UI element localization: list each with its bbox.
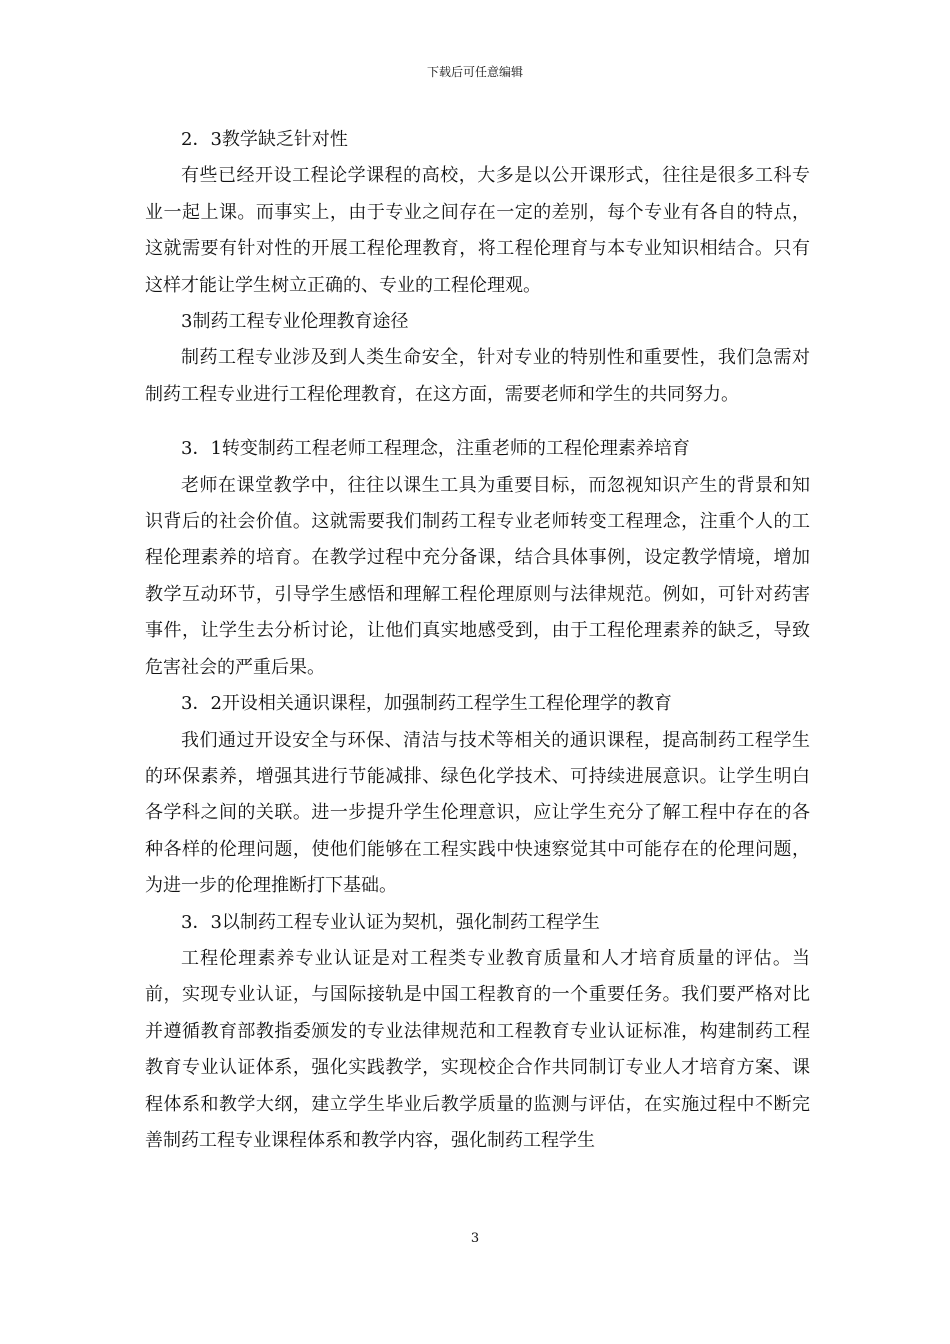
section-3-3-heading: 3．3以制药工程专业认证为契机，强化制药工程学生: [181, 911, 600, 933]
section-3-2-paragraph: 我们通过开设安全与环保、清洁与技术等相关的通识课程，提高制药工程学生的环保素养，增强其进行节能减排、绿色化学技术、可持续进展意识。让学生明白各学科之间的关联。进一步提升学生伦理意识，应让学生充分了解工程中存在的各种各样的伦理问题，使他们能够在工程实践中快速察觉其中可能存在的伦理问题，为进一步的伦理推断打下基础。: [145, 729, 810, 897]
paragraph-spacer: [145, 413, 810, 431]
section-3-heading: 3制药工程专业伦理教育途径: [181, 311, 409, 333]
page-header: 下载后可任意编辑: [426, 65, 523, 79]
section-3-3-paragraph: 工程伦理素养专业认证是对工程类专业教育质量和人才培育质量的评估。当前，实现专业认证，与国际接轨是中国工程教育的一个重要任务。我们要严格对比并遵循教育部教指委颁发的专业法律规范和工程教育专业认证标准，构建制药工程教育专业认证体系，强化实践教学，实现校企合作共同制订专业人才培育方案、课程体系和教学大纲，建立学生毕业后教学质量的监测与评估，在实施过程中不断完善制药工程专业课程体系和教学内容，强化制药工程学生: [145, 947, 810, 1151]
section-2-3-paragraph: 有些已经开设工程论学课程的高校，大多是以公开课形式，往往是很多工科专业一起上课。而事实上，由于专业之间存在一定的差别，每个专业有各自的特点，这就需要有针对性的开展工程伦理教育，将工程伦理育与本专业知识相结合。只有这样才能让学生树立正确的、专业的工程伦理观。: [145, 165, 810, 296]
section-3-1-paragraph: 老师在课堂教学中，往往以课生工具为重要目标，而忽视知识产生的背景和知识背后的社会价值。这就需要我们制药工程专业老师转变工程理念，注重个人的工程伦理素养的培育。在教学过程中充分备课，结合具体事例，设定教学情境，增加教学互动环节，引导学生感悟和理解工程伦理原则与法律规范。例如，可针对药害事件，让学生去分析讨论，让他们真实地感受到，由于工程伦理素养的缺乏，导致危害社会的严重后果。: [145, 474, 810, 678]
section-3-2-heading: 3．2开设相关通识课程，加强制药工程学生工程伦理学的教育: [181, 693, 672, 715]
section-3-paragraph: 制药工程专业涉及到人类生命安全，针对专业的特别性和重要性，我们急需对制药工程专业进行工程伦理教育，在这方面，需要老师和学生的共同努力。: [145, 347, 810, 405]
section-2-3-heading: 2．3教学缺乏针对性: [181, 129, 348, 150]
section-3-1-heading: 3．1转变制药工程老师工程理念，注重老师的工程伦理素养培育: [181, 438, 690, 460]
document-body: [145, 122, 810, 1159]
page-number: 3: [470, 1231, 480, 1246]
